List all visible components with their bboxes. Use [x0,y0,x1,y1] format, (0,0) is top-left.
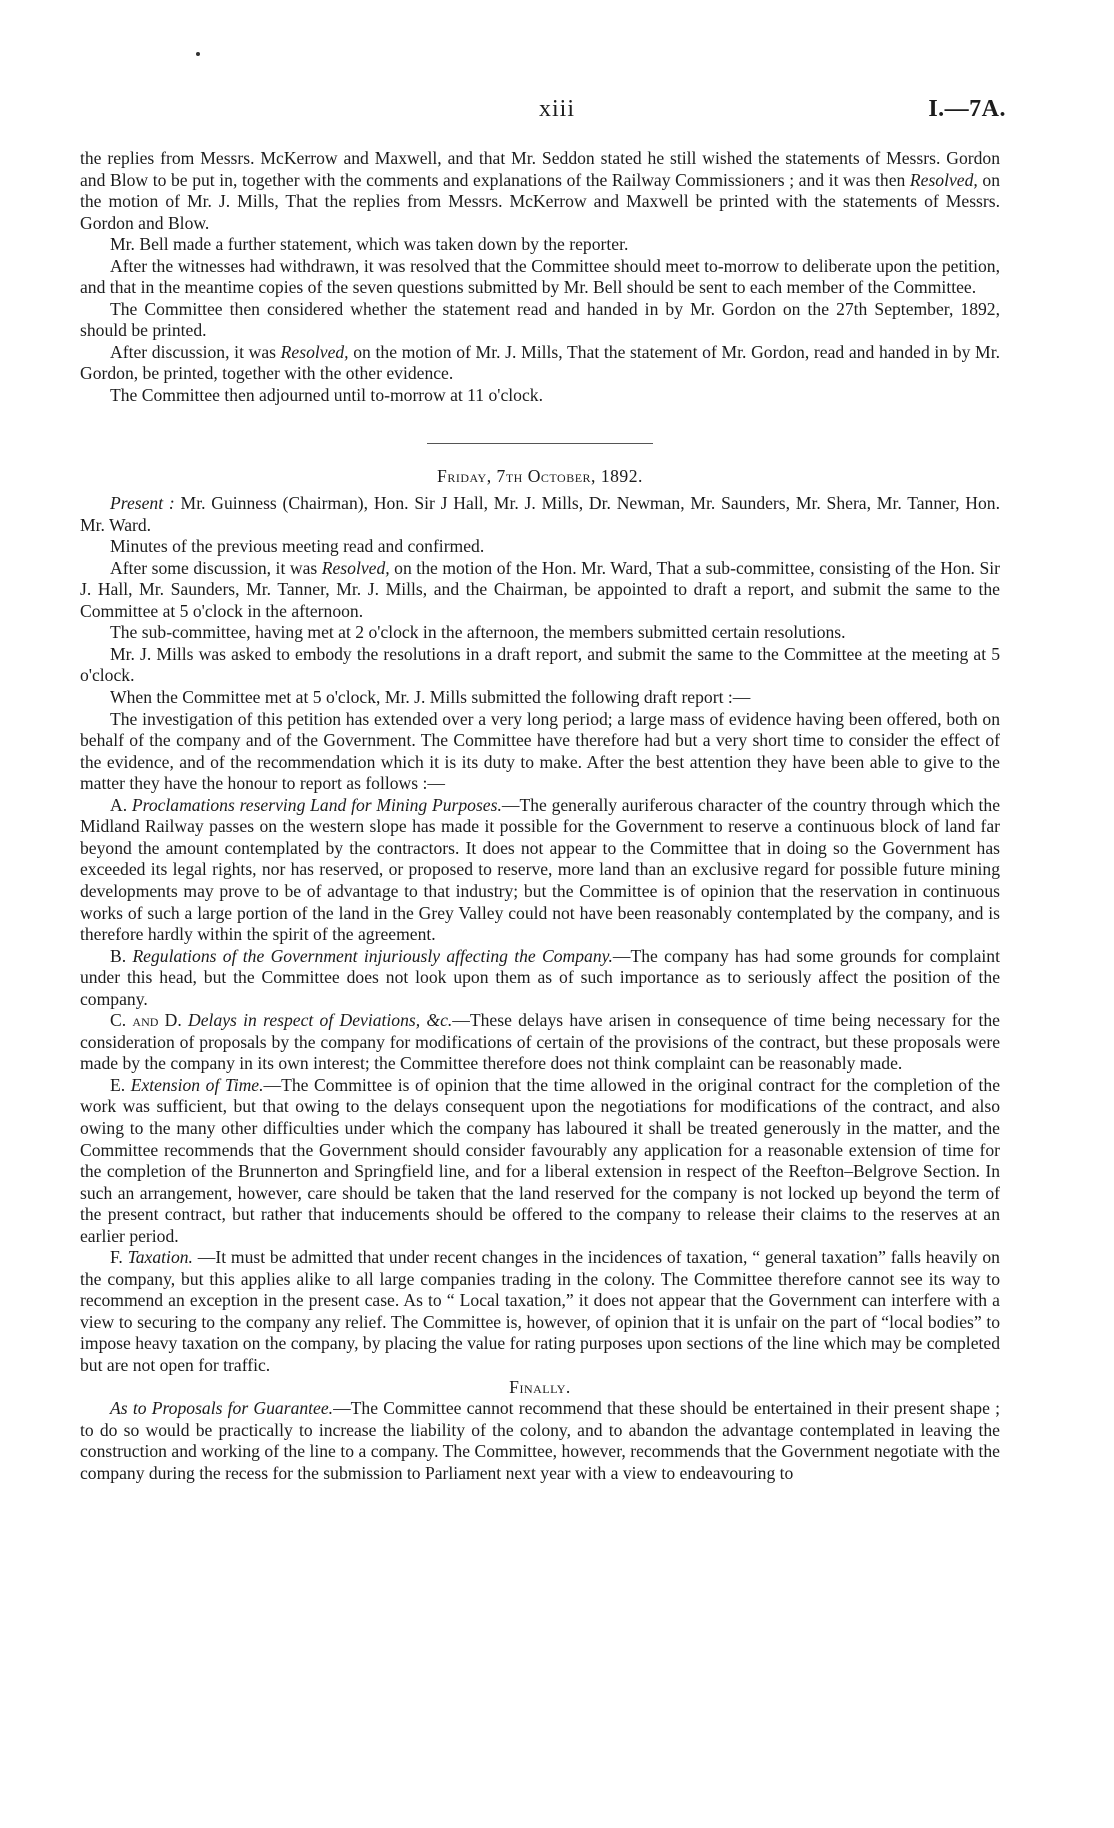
meeting-date-heading: Friday, 7th October, 1892. [437,465,643,486]
section-text: —The generally auriferous character of the country through which the Midland Railway passes on the western slope has made it possible for the Government to reserve a continuous block of land far beyond the amount contemplated by the contractors. It does not appear to the Committee that in doing so the Government has exceeded its legal rights, nor has reserved, or proposed to reserve, more land than an exclusive regard for possible future mining developments may prove to be of advantage to that industry; but the Committee is of opinion that the reservation in continuous works of such a large portion of the land in the Grey Valley could not have been reasonably contemplated by the company, and is therefore hardly within the spirit of the agreement. [80,794,1000,945]
paragraph-minutes: Minutes of the previous meeting read and confirmed. [110,536,485,557]
paragraph-mills-asked: Mr. J. Mills was asked to embody the resolutions in a draft report, and submit the same to the Committee at the meeting at 5 o'clock. [80,643,1000,686]
section-c-and-d [80,1010,1000,1075]
text: on the motion of Mr. J. Mills, That the statement of Mr. Gordon, read and handed in by Mr. Gordon, be printed, together with the other evidence. [80,341,1000,384]
section-letter: E. [110,1074,131,1095]
ink-dot [196,52,200,56]
paragraph-after-discussion [80,342,1000,385]
paragraph-gordon-statement: The Committee then considered whether the statement read and handed in by Mr. Gordon on the 27th September, 1892, should be printed. [80,298,1000,341]
section-text: —The Committee cannot recommend that these should be entertained in their present shape ; to do so would be practically to increase the liability of the colony, and to abandon the advantage contemplated in leaving the construction and working of the line to a company. The Committee, however, recommends that the Government negotiate with the company during the recess for the submission to Parliament next year with a view to endeavouring to [80,1398,1000,1483]
paragraph-guarantee [80,1398,1000,1484]
document-body [80,148,1000,1484]
resolved-emphasis: Resolved, [909,169,978,190]
present-label: Present : [110,493,175,514]
paragraph-present [80,493,1000,536]
section-b [80,946,1000,1011]
paragraph-witnesses-withdrawn: After the witnesses had withdrawn, it was resolved that the Committee should meet to-morrow to deliberate upon the petition, and that in the meantime copies of the seven questions submitted by Mr. Bell should be sent to each member of the Committee. [80,255,1000,298]
section-letter: B. [110,945,133,966]
section-letter: A. [110,794,132,815]
section-e [80,1075,1000,1247]
section-letter: C. and D. [110,1010,189,1031]
section-f [80,1247,1000,1376]
resolved-emphasis: Resolved, [321,557,390,578]
paragraph-sub-committee-met: The sub-committee, having met at 2 o'clock in the afternoon, the members submitted certain resolutions. [110,622,846,643]
paragraph-investigation: The investigation of this petition has extended over a very long period; a large mass of evidence having been offered, both on behalf of the company and of the Government. The Committee have therefore had but a very short time to consider the effect of the evidence, and of the recommendation which it is its duty to make. After the best attention they have been able to give to the matter they have the honour to report as follows :— [80,708,1000,794]
section-title: As to Proposals for Guarantee. [110,1398,334,1419]
paragraph-replies [80,148,1000,234]
page-number: xiii [538,96,575,122]
section-divider [427,443,653,444]
resolved-emphasis: Resolved, [280,341,349,362]
section-text: —The company has had some grounds for complaint under this head, but the Committee does not look upon them as of such importance as to seriously affect the position of the company. [80,945,1000,1009]
finally-heading: Finally. [509,1376,571,1397]
paragraph-bell-statement: Mr. Bell made a further statement, which was taken down by the reporter. [110,234,629,255]
paragraph-draft-report-intro: When the Committee met at 5 o'clock, Mr. J. Mills submitted the following draft report :— [110,687,751,708]
section-title: Proclamations reserving Land for Mining Purposes. [131,794,502,815]
paragraph-sub-committee-resolved [80,558,1000,623]
section-title: Regulations of the Government injuriously affecting the Company. [132,945,613,966]
section-text: —It must be admitted that under recent changes in the incidences of taxation, “ general taxation” falls heavily on the company, but this applies alike to all large companies trading in the colony. The Committee therefore cannot see its way to recommend an exception in the present case. As to “ Local taxation,” it does not appear that the Government can interfere with a view to securing to the company any relief. The Committee is, however, of opinion that it is unfair on the part of “local bodies” to impose heavy taxation on the company, by placing the value for rating purposes upon sections of the line which may be completed but are not open for traffic. [80,1247,1000,1375]
present-members: Mr. Guinness (Chairman), Hon. Sir J Hall, Mr. J. Mills, Dr. Newman, Mr. Saunders, Mr. Shera, Mr. Tanner, Hon. Mr. Ward. [80,493,1000,535]
section-title: Taxation. [127,1247,193,1268]
text: After discussion, it was [110,341,281,362]
section-title: Delays in respect of Deviations, &c. [188,1010,453,1031]
text: the replies from Messrs. McKerrow and Maxwell, and that Mr. Seddon stated he still wished the statements of Messrs. Gordon and Blow to be put in, together with the comments and explanations of the Railway Commissioners ; and it was then [80,148,1000,190]
section-title: Extension of Time. [130,1074,264,1095]
text: After some discussion, it was [110,557,322,578]
text: on the motion of the Hon. Mr. Ward, That a sub-committee, consisting of the Hon. Sir J. Hall, Mr. Saunders, Mr. Tanner, Mr. J. Mills, and the Chairman, be appointed to draft a report, and submit the same to the Committee at 5 o'clock in the afternoon. [80,557,1000,621]
section-a [80,795,1000,946]
section-text: —These delays have arisen in consequence of time being necessary for the consideration of proposals by the company for modifications of certain of the provisions of the contract, but these proposals were made by the company in its own interest; the Committee therefore does not think complaint can be reasonably made. [80,1010,1000,1074]
text: on the motion of Mr. J. Mills, That the replies from Messrs. McKerrow and Maxwell be printed with the statements of Messrs. Gordon and Blow. [80,169,1000,233]
paragraph-adjourned: The Committee then adjourned until to-morrow at 11 o'clock. [110,385,543,406]
section-letter: F. [110,1247,128,1268]
section-text: —The Committee is of opinion that the time allowed in the original contract for the completion of the work was sufficient, but that owing to the delays consequent upon the negotiations for modifications of the contract, and also owing to the many other difficulties under which the company has laboured it shall be treated generously in the matter, and the Committee recommends that the Government should consider favourably any application for a reasonable extension of time for the completion of the Brunnerton and Springfield line, and for a liberal extension in respect of the Reefton–Belgrove Section. In such an arrangement, however, care should be taken that the land reserved for the company is not locked up beyond the term of the present contract, but rather that inducements should be offered to the company to release their claims to the reserves at an earlier period. [80,1074,1001,1246]
document-reference: I.—7A. [928,96,1006,122]
